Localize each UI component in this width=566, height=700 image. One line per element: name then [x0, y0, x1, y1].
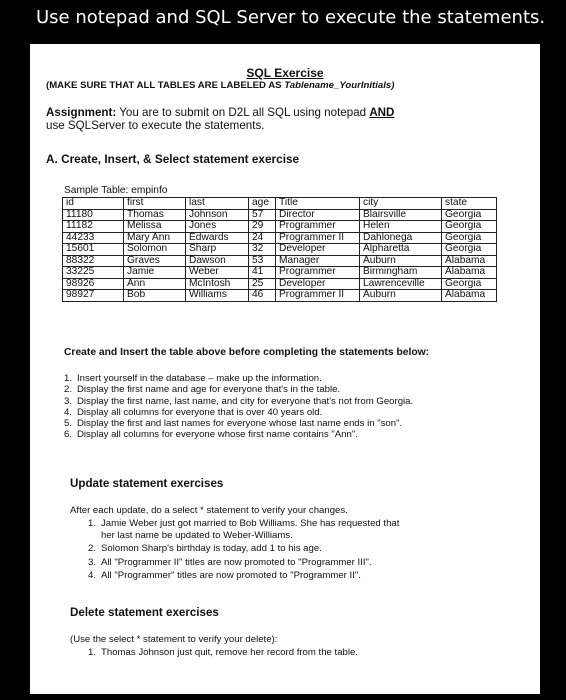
table-cell: Programmer II	[276, 232, 360, 244]
list-item: 6. Display all columns for everyone whose first name contains "Ann".	[64, 429, 358, 441]
table-cell: 11180	[63, 209, 124, 221]
table-cell: Developer	[276, 278, 360, 290]
table-cell: 53	[249, 255, 276, 267]
assignment-text-1: You are to submit on D2L all SQL using notepad	[116, 106, 370, 119]
table-cell: 41	[249, 267, 276, 279]
delete-task-list	[88, 647, 358, 658]
labeling-instruction	[46, 80, 394, 91]
list-item-continuation: her last name be updated to Weber-Williams.	[101, 529, 293, 541]
table-cell: Melissa	[124, 221, 186, 233]
table-cell: Developer	[276, 244, 360, 256]
table-cell: Lawrenceville	[360, 278, 442, 290]
table-cell: 32	[249, 244, 276, 256]
table-cell: 88322	[63, 255, 124, 267]
table-cell: Sharp	[186, 244, 249, 256]
list-item-text: Display the first name, last name, and city for everyone that's not from Georgia.	[77, 395, 414, 407]
table-cell: Georgia	[442, 244, 497, 256]
list-item-text: Thomas Johnson just quit, remove her record from the table.	[101, 647, 359, 658]
delete-note: (Use the select * statement to verify your delete):	[70, 634, 278, 645]
header-cell: state	[442, 198, 497, 210]
header-cell: age	[249, 198, 276, 210]
table-cell: Georgia	[442, 232, 497, 244]
document-title: SQL Exercise	[246, 66, 324, 80]
table-cell: 98926	[63, 278, 124, 290]
table-cell: 46	[249, 290, 276, 302]
table-cell: Georgia	[442, 209, 497, 221]
list-item-text: Display all columns for everyone that is over 40 years old.	[77, 406, 323, 418]
table-cell: Programmer	[276, 221, 360, 233]
table-cell: 11182	[63, 221, 124, 233]
table-row	[63, 232, 497, 244]
table-cell: 44233	[63, 232, 124, 244]
list-item: 3. All "Programmer II" titles are now promoted to "Programmer III".	[88, 556, 372, 568]
assignment-paragraph	[46, 106, 526, 132]
list-item: 4. All "Programmer" titles are now promoted to "Programmer II".	[88, 570, 361, 581]
assignment-document	[30, 44, 540, 694]
list-item: 1. Insert yourself in the database – make up the information.	[64, 373, 322, 384]
list-item: 2. Display the first name and age for everyone that's in the table.	[64, 384, 341, 396]
sample-table-label: Sample Table: empinfo	[64, 185, 168, 196]
header-cell: city	[360, 198, 442, 210]
table-cell: 29	[249, 221, 276, 233]
table-cell: Weber	[186, 267, 249, 279]
table-cell: Director	[276, 209, 360, 221]
table-row	[63, 221, 497, 233]
list-item-text: Display the first and last names for everyone whose last name ends in "son".	[77, 418, 403, 430]
labeling-instruction-text: (MAKE SURE THAT ALL TABLES ARE LABELED AS	[46, 80, 285, 91]
list-item-text: Display the first name and age for everyone that's in the table.	[77, 384, 341, 396]
table-cell: 15601	[63, 244, 124, 256]
assignment-text-2: use SQLServer to execute the statements.	[46, 119, 265, 132]
table-cell: Thomas	[124, 209, 186, 221]
list-item: 4. Display all columns for everyone that is over 40 years old.	[64, 406, 323, 418]
list-item-text: Insert yourself in the database – make up the information.	[77, 373, 322, 384]
labeling-instruction-italic: Tablename_YourInitials)	[284, 80, 395, 91]
table-cell: 98927	[63, 290, 124, 302]
table-row	[63, 278, 497, 290]
list-item: 1. Jamie Weber just got married to Bob Williams. She has requested that her last name be updated to Weber-Williams.	[88, 518, 400, 541]
table-cell: Dawson	[186, 255, 249, 267]
list-item: 1. Thomas Johnson just quit, remove her record from the table.	[88, 647, 359, 658]
table-cell: Solomon	[124, 244, 186, 256]
assignment-label: Assignment:	[46, 106, 117, 119]
list-item-text: All "Programmer II" titles are now promoted to "Programmer III".	[101, 556, 372, 568]
create-insert-heading: Create and Insert the table above before completing the statements below:	[64, 347, 430, 358]
table-cell: Manager	[276, 255, 360, 267]
table-cell: Alabama	[442, 267, 497, 279]
header-cell: Title	[276, 198, 360, 210]
table-cell: Jones	[186, 221, 249, 233]
table-cell: 25	[249, 278, 276, 290]
page-header: Use notepad and SQL Server to execute the statements.	[36, 7, 546, 28]
table-cell: McIntosh	[186, 278, 249, 290]
table-cell: Alpharetta	[360, 244, 442, 256]
table-cell: Ann	[124, 278, 186, 290]
table-cell: Jamie	[124, 267, 186, 279]
assignment-and: AND	[369, 106, 395, 119]
table-cell: Programmer	[276, 267, 360, 279]
table-cell: Edwards	[186, 232, 249, 244]
update-note: After each update, do a select * statement to verify your changes.	[70, 505, 348, 516]
list-item-text: Jamie Weber just got married to Bob Williams. She has requested that	[101, 518, 400, 529]
list-item-text: All "Programmer" titles are now promoted to "Programmer II".	[101, 570, 361, 581]
table-cell: Georgia	[442, 278, 497, 290]
select-task-list	[64, 373, 413, 441]
table-cell: Alabama	[442, 255, 497, 267]
list-item-text: Solomon Sharp's birthday is today, add 1 to his age.	[101, 543, 322, 554]
list-item: 3. Display the first name, last name, and city for everyone that's not from Georgia.	[64, 395, 414, 407]
list-item-text: Display all columns for everyone whose first name contains "Ann".	[77, 429, 358, 441]
table-row	[63, 255, 497, 267]
table-cell: Programmer II	[276, 290, 360, 302]
table-row	[63, 290, 497, 302]
header-cell: last	[186, 198, 249, 210]
table-row	[63, 267, 497, 279]
table-cell: Bob	[124, 290, 186, 302]
table-cell: Auburn	[360, 255, 442, 267]
header-cell: id	[63, 198, 124, 210]
table-cell: Georgia	[442, 221, 497, 233]
table-header-row	[63, 198, 497, 210]
table-cell: Helen	[360, 221, 442, 233]
table-cell: Graves	[124, 255, 186, 267]
table-cell: 57	[249, 209, 276, 221]
table-cell: Dahlonega	[360, 232, 442, 244]
table-cell: Alabama	[442, 290, 497, 302]
table-cell: Blairsville	[360, 209, 442, 221]
table-cell: Auburn	[360, 290, 442, 302]
table-cell: 24	[249, 232, 276, 244]
update-heading: Update statement exercises	[70, 477, 224, 490]
table-cell: 33225	[63, 267, 124, 279]
empinfo-table	[62, 197, 497, 302]
section-a-heading: A. Create, Insert, & Select statement exercise	[46, 152, 300, 166]
update-task-list	[88, 518, 399, 584]
table-cell: Williams	[186, 290, 249, 302]
table-cell: Birmingham	[360, 267, 442, 279]
table-cell: Johnson	[186, 209, 249, 221]
delete-heading: Delete statement exercises	[70, 606, 219, 619]
list-item: 2. Solomon Sharp's birthday is today, add 1 to his age.	[88, 543, 322, 554]
table-row	[63, 209, 497, 221]
table-cell: Mary Ann	[124, 232, 186, 244]
list-item: 5. Display the first and last names for everyone whose last name ends in "son".	[64, 418, 403, 430]
header-cell: first	[124, 198, 186, 210]
table-row	[63, 244, 497, 256]
